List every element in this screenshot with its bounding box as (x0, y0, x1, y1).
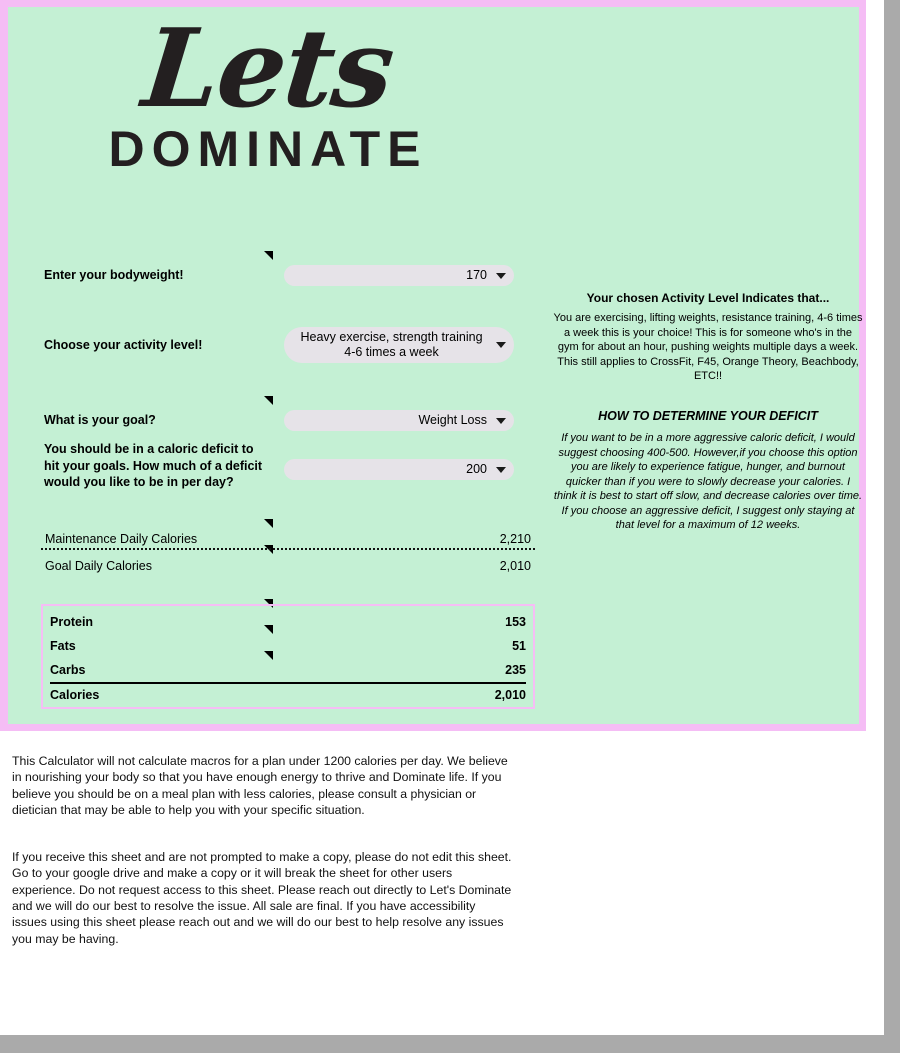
goal-select[interactable] (284, 410, 514, 431)
bodyweight-row (44, 265, 519, 286)
minimum-calories-disclaimer: This Calculator will not calculate macros for a plan under 1200 calories per day. We believe in nourishing your body so that you have enough energy to thrive and Dominate life. If you believe you should be on a meal plan with less calories, please consult a physician or dietician that may be able to help you with your specific situation. (12, 754, 508, 818)
activity-info-body: You are exercising, lifting weights, resistance training, 4-6 times a week this is your choice! This is for someone who's in the gym for about an hour, pushing weights multiple days a week. This still applies to CrossFit, F45, Orange Theory, Beachbody, ETC!! (553, 312, 863, 383)
table-row (50, 658, 526, 682)
logo-sub-text: DOMINATE (108, 121, 428, 178)
deficit-row (44, 441, 519, 491)
activity-level-row (44, 327, 519, 363)
copy-sheet-disclaimer: If you receive this sheet and are not prompted to make a copy, please do not edit this sheet. Go to your google drive and make a copy or it will break the sheet for other users experience. Do not request access to this sheet. Please reach out directly to Let's Dominate and we will do our best to resolve the issue. All sale are final. If you have accessibility issues using this sheet please reach out and we will do our best to help resolve any issues you may be having. (12, 850, 512, 946)
table-row-total (50, 682, 526, 706)
carbs-value: 235 (505, 663, 526, 677)
horizontal-scrollbar[interactable] (0, 1035, 900, 1053)
chevron-down-icon (496, 342, 506, 348)
deficit-input[interactable] (284, 459, 514, 480)
chevron-down-icon (496, 418, 506, 424)
note-marker-maintenance[interactable] (264, 519, 273, 528)
brand-logo (8, 6, 528, 178)
carbs-label: Carbs (50, 663, 86, 677)
maintenance-calories-row (41, 532, 535, 550)
maintenance-calories-label: Maintenance Daily Calories (45, 532, 198, 546)
table-row (50, 634, 526, 658)
goal-row (44, 410, 519, 431)
vertical-scrollbar[interactable] (884, 0, 900, 1035)
protein-value: 153 (505, 615, 526, 629)
deficit-value: 200 (466, 462, 487, 477)
activity-level-value: Heavy exercise, strength training 4-6 times a week (300, 330, 483, 359)
activity-level-label: Choose your activity level! (44, 337, 203, 352)
fats-value: 51 (512, 639, 526, 653)
bodyweight-value: 170 (466, 268, 487, 283)
bodyweight-label: Enter your bodyweight! (44, 268, 184, 283)
note-marker-goal[interactable] (264, 396, 273, 405)
goal-value: Weight Loss (418, 413, 487, 428)
activity-info-block (553, 291, 863, 384)
calories-total-value: 2,010 (494, 688, 526, 702)
fats-label: Fats (50, 639, 76, 653)
calories-total-label: Calories (50, 688, 100, 702)
chevron-down-icon (496, 467, 506, 473)
deficit-info-block (553, 409, 863, 533)
goal-calories-row (41, 559, 535, 575)
logo-script-text: Lets (137, 6, 399, 132)
deficit-info-body: If you want to be in a more aggressive caloric deficit, I would suggest choosing 400-500. However,if you choose this option you are likely to experience fatigue, hunger, and burnout quicker than if you were to slowly decrease your calories. I think it is best to start off slow, and decrease calories over time. If you choose an aggressive deficit, I suggest only staying at that level for a maximum of 12 weeks. (553, 432, 863, 532)
goal-calories-value: 2,010 (499, 559, 531, 573)
maintenance-calories-value: 2,210 (499, 532, 531, 546)
activity-level-select[interactable] (284, 327, 514, 363)
goal-label: What is your goal? (44, 413, 156, 428)
activity-info-title: Your chosen Activity Level Indicates that... (586, 291, 830, 305)
goal-calories-label: Goal Daily Calories (45, 559, 152, 573)
table-row (50, 610, 526, 634)
bodyweight-input[interactable] (284, 265, 514, 286)
note-marker-bodyweight[interactable] (264, 251, 273, 260)
deficit-info-title: HOW TO DETERMINE YOUR DEFICIT (598, 409, 818, 423)
protein-label: Protein (50, 615, 94, 629)
deficit-label: You should be in a caloric deficit to hit your goals. How much of a deficit would you like to be in per day? (44, 442, 263, 489)
macros-results-box (41, 604, 535, 709)
chevron-down-icon (496, 273, 506, 279)
